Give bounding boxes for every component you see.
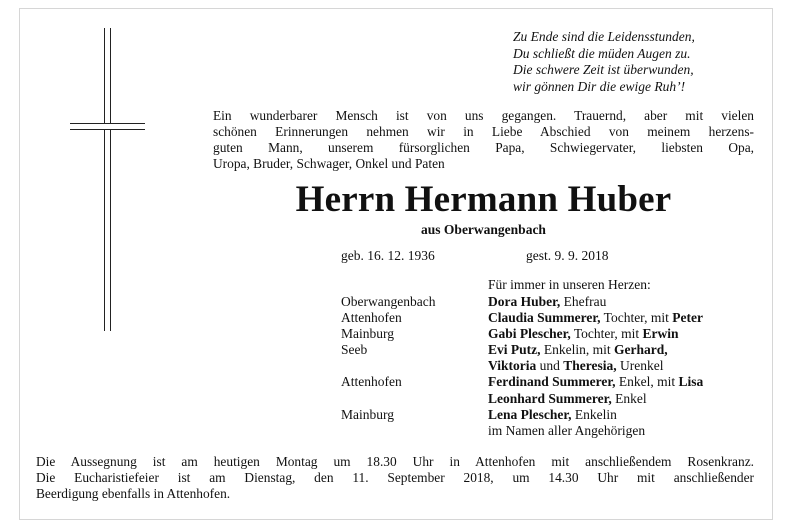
mourner-entry: Viktoria und Theresia, Urenkel	[488, 358, 664, 374]
mourner-place: Mainburg	[341, 406, 394, 422]
mourner-names-column	[488, 294, 703, 439]
mourner-places-column	[341, 294, 435, 439]
mourner-place: Mainburg	[341, 326, 394, 342]
deceased-origin: aus Oberwangenbach	[421, 222, 546, 237]
footer-line: Beerdigung ebenfalls in Attenhofen.	[36, 486, 231, 501]
mourner-place: Oberwangenbach	[341, 294, 436, 309]
mourner-entry: Leonhard Summerer, Enkel	[488, 390, 647, 406]
mourner-entry: Evi Putz, Enkelin, mit Gerhard,	[488, 342, 668, 358]
mourner-place: Seeb	[341, 342, 368, 358]
mourner-entry: Dora Huber, Ehefrau	[488, 294, 607, 309]
poem-line: wir gönnen Dir die ewige Ruh’!	[513, 78, 686, 94]
poem-line: Du schließt die müden Augen zu.	[513, 45, 691, 61]
mourner-place	[341, 391, 435, 407]
birth-date: geb. 16. 12. 1936	[341, 248, 435, 263]
deceased-name: Herrn Hermann Huber	[295, 179, 672, 220]
intro-line: Uropa, Bruder, Schwager, Onkel und Paten	[213, 156, 445, 171]
mourner-entry: Ferdinand Summerer, Enkel, mit Lisa	[488, 374, 704, 390]
cross-vertical-bar	[104, 28, 111, 331]
mourner-place	[341, 358, 435, 374]
mourner-place: Attenhofen	[341, 374, 402, 390]
mourner-entry: Claudia Summerer, Tochter, mit Peter	[488, 310, 703, 326]
intro-line: Ein wunderbarer Mensch ist von uns gegangen. Trauernd, aber mit vielen	[213, 108, 754, 123]
mourner-entry: im Namen aller Angehörigen	[488, 422, 646, 438]
footer-line: Die Eucharistiefeier ist am Dienstag, den 11. September 2018, um 14.30 Uhr mit anschließender	[36, 470, 754, 485]
poem-line: Die schwere Zeit ist überwunden,	[513, 62, 694, 77]
intro-paragraph	[213, 108, 754, 172]
mourner-place: Attenhofen	[341, 310, 402, 326]
forever-in-hearts-text: Für immer in unseren Herzen:	[488, 277, 651, 292]
footer-line: Die Aussegnung ist am heutigen Montag um 18.30 Uhr in Attenhofen mit anschließendem Rosenkranz.	[36, 454, 754, 469]
funeral-information	[36, 454, 754, 502]
intro-line: guten Mann, unserem fürsorglichen Papa, Schwiegervater, liebsten Opa,	[213, 140, 754, 155]
death-date: gest. 9. 9. 2018	[526, 248, 609, 263]
mourner-place	[341, 423, 435, 439]
intro-line: schönen Erinnerungen nehmen wir in Liebe Abschied von meinem herzens-	[213, 124, 754, 139]
memorial-poem	[513, 29, 695, 95]
mourner-entry: Gabi Plescher, Tochter, mit Erwin	[488, 326, 679, 342]
poem-line: Zu Ende sind die Leidensstunden,	[513, 29, 695, 44]
mourner-entry: Lena Plescher, Enkelin	[488, 406, 617, 422]
